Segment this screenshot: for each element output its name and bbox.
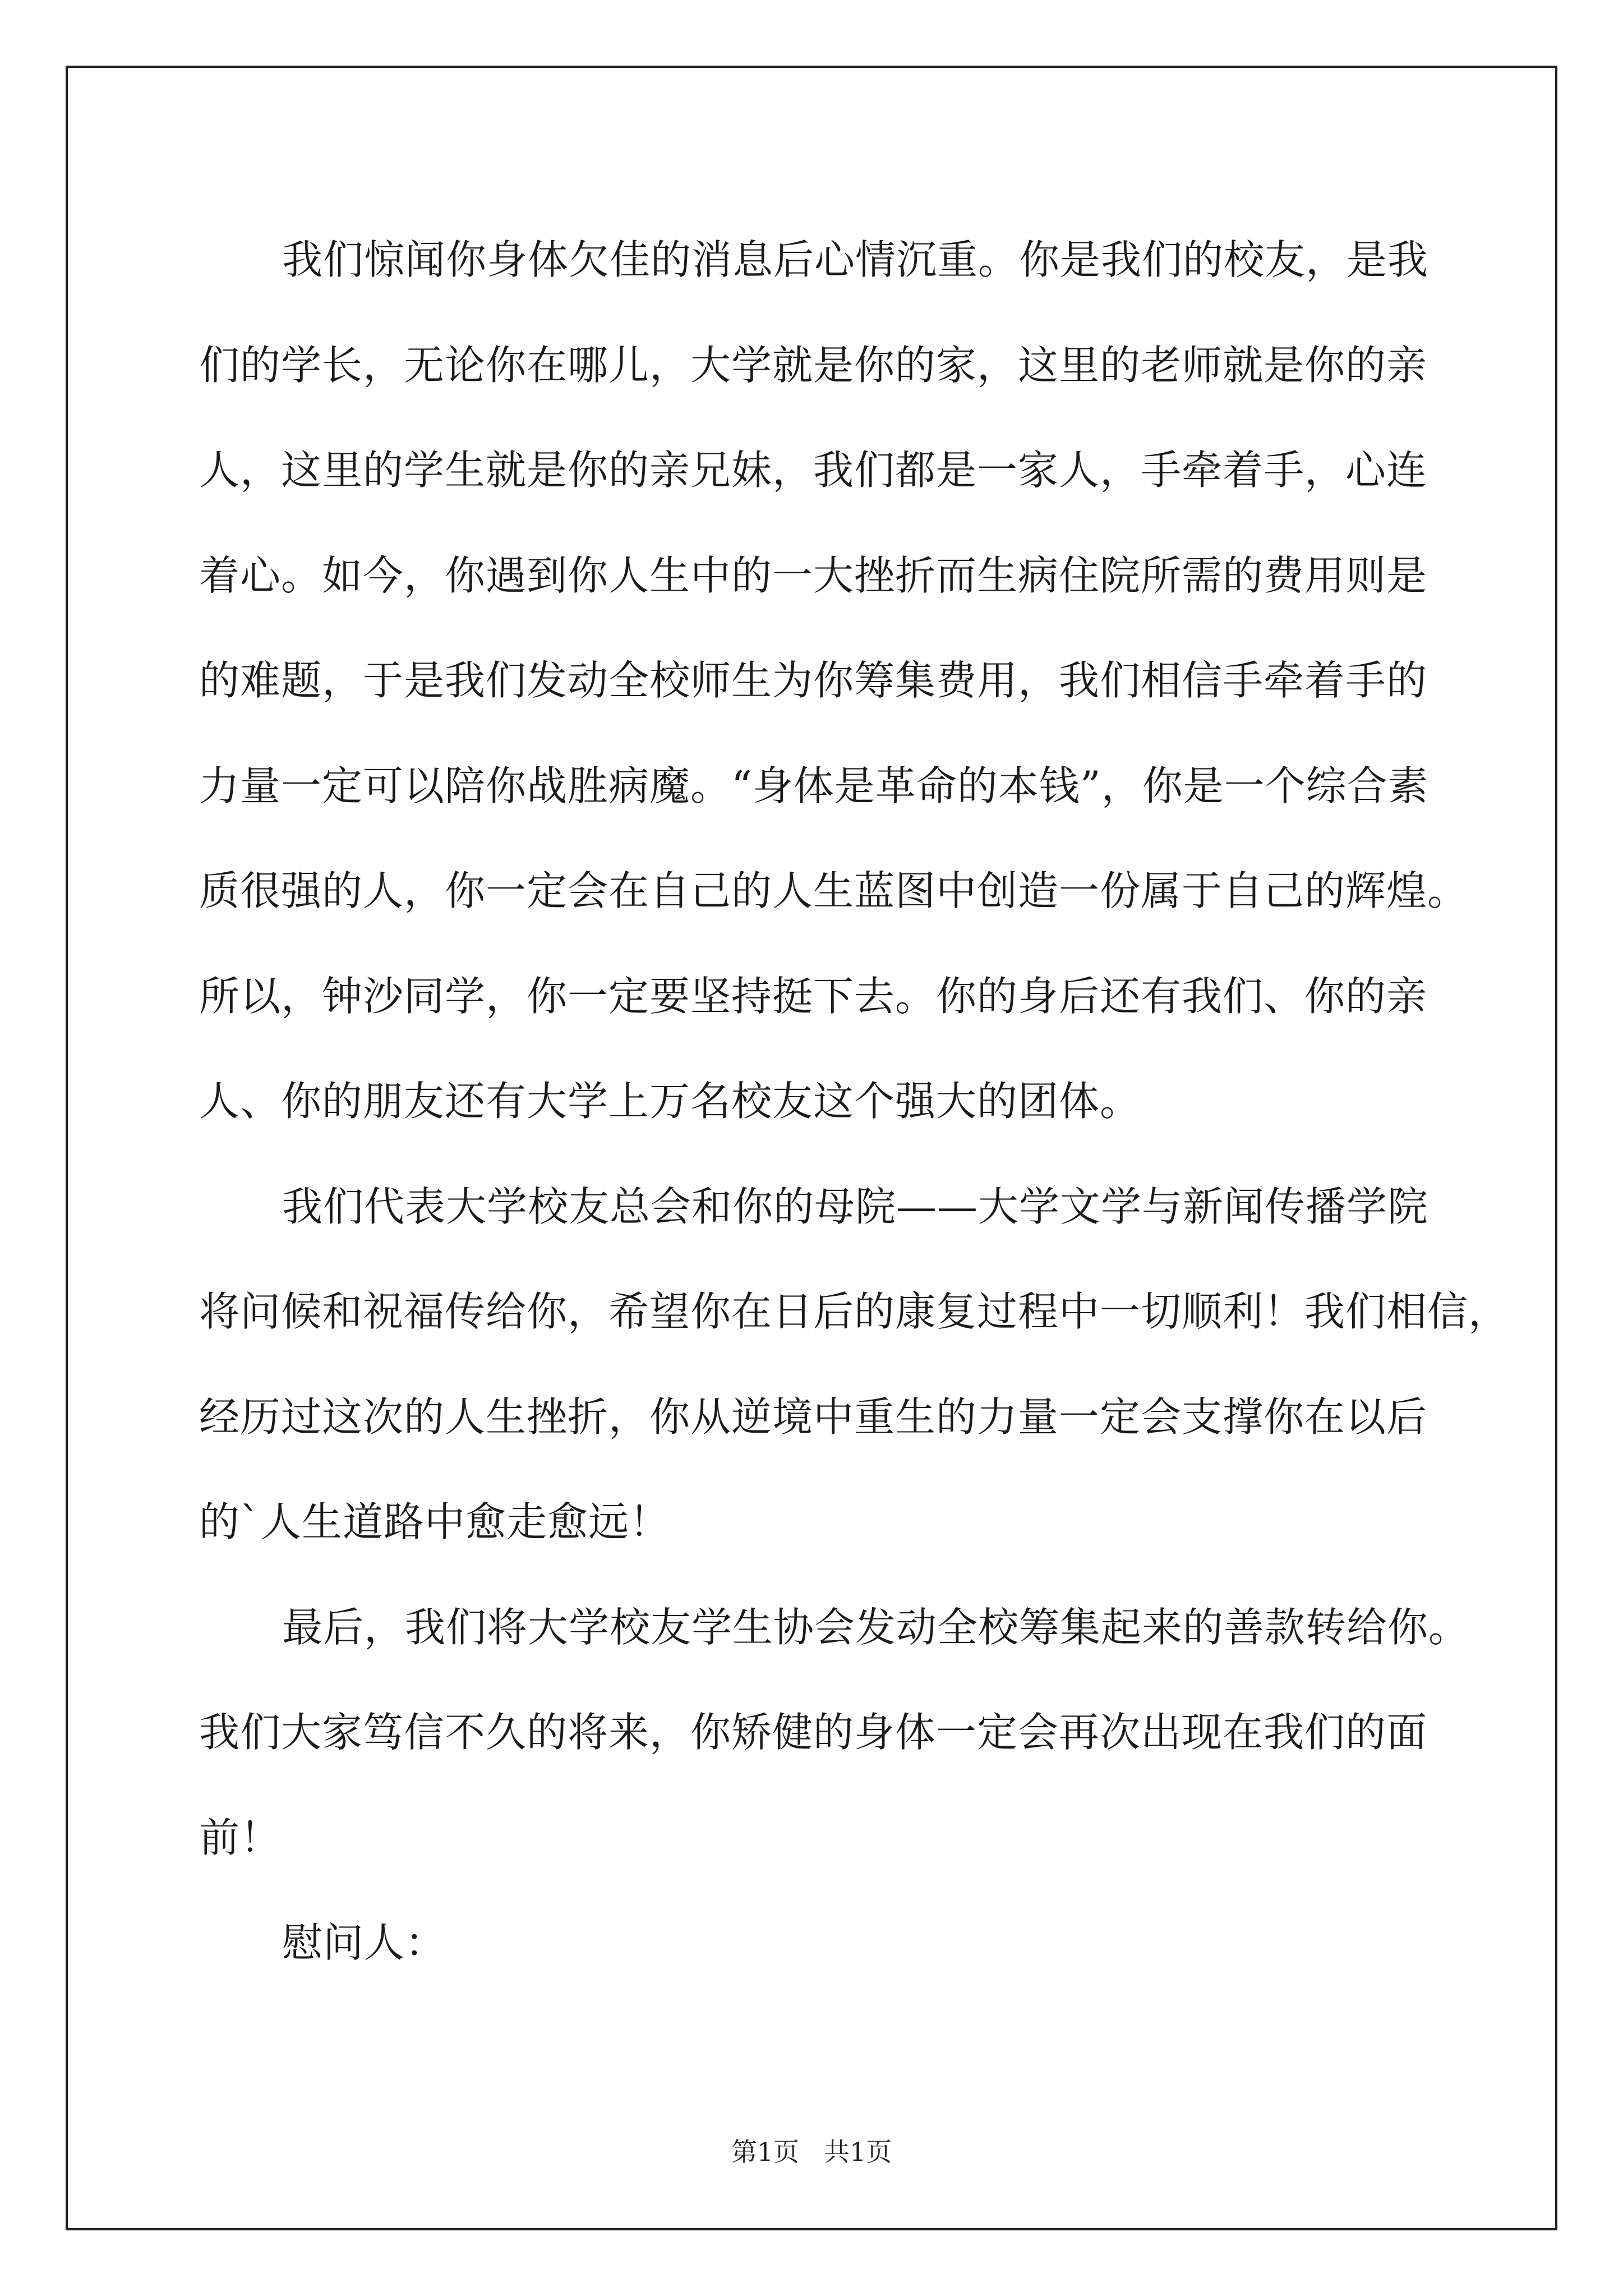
paragraph-1: [199, 208, 1469, 1154]
text-line: 力量一定可以陪你战胜病魔。“身体是革命的本钱”，你是一个综合素: [199, 762, 1429, 809]
signature-label: 慰问人：: [282, 1919, 446, 1966]
text-line: 所以，钟沙同学，你一定要坚持挺下去。你的身后还有我们、你的亲: [199, 972, 1428, 1020]
text-line: 我们大家笃信不久的将来，你矫健的身体一定会再次出现在我们的面: [199, 1709, 1428, 1756]
text-line: 经历过这次的人生挫折，你从逆境中重生的力量一定会支撑你在以后: [199, 1393, 1428, 1441]
text-line: 人，这里的学生就是你的亲兄妹，我们都是一家人，手牵着手，心连: [199, 447, 1428, 494]
page-footer: [0, 2132, 1623, 2169]
text-line: 我们代表大学校友总会和你的母院——大学文学与新闻传播学院: [282, 1182, 1429, 1230]
page-number-current: 第1页: [731, 2137, 799, 2167]
document-body: [199, 208, 1510, 1996]
text-line: 我们惊闻你身体欠佳的消息后心情沉重。你是我们的校友，是我: [282, 236, 1429, 283]
text-line: 的`人生道路中愈走愈远！: [199, 1498, 671, 1545]
text-line: 着心。如今，你遇到你人生中的一大挫折而生病住院所需的费用则是: [199, 551, 1428, 599]
text-line: 的难题，于是我们发动全校师生为你筹集费用，我们相信手牵着手的: [199, 657, 1428, 704]
page-number-total: 共1页: [824, 2137, 892, 2167]
text-line: 质很强的人，你一定会在自己的人生蓝图中创造一份属于自己的辉煌。: [199, 867, 1469, 914]
text-line: 前！: [199, 1814, 282, 1861]
signature-label-paragraph: [199, 1890, 1436, 1996]
text-line: 人、你的朋友还有大学上万名校友这个强大的团体。: [199, 1078, 1141, 1125]
paragraph-3: [199, 1575, 1470, 1891]
text-line: 们的学长，无论你在哪儿，大学就是你的家，这里的老师就是你的亲: [199, 341, 1428, 389]
text-line: 最后，我们将大学校友学生协会发动全校筹集起来的善款转给你。: [282, 1603, 1470, 1651]
text-line: 将问候和祝福传给你，希望你在日后的康复过程中一切顺利！我们相信，: [199, 1288, 1510, 1335]
paragraph-2: [199, 1154, 1510, 1575]
